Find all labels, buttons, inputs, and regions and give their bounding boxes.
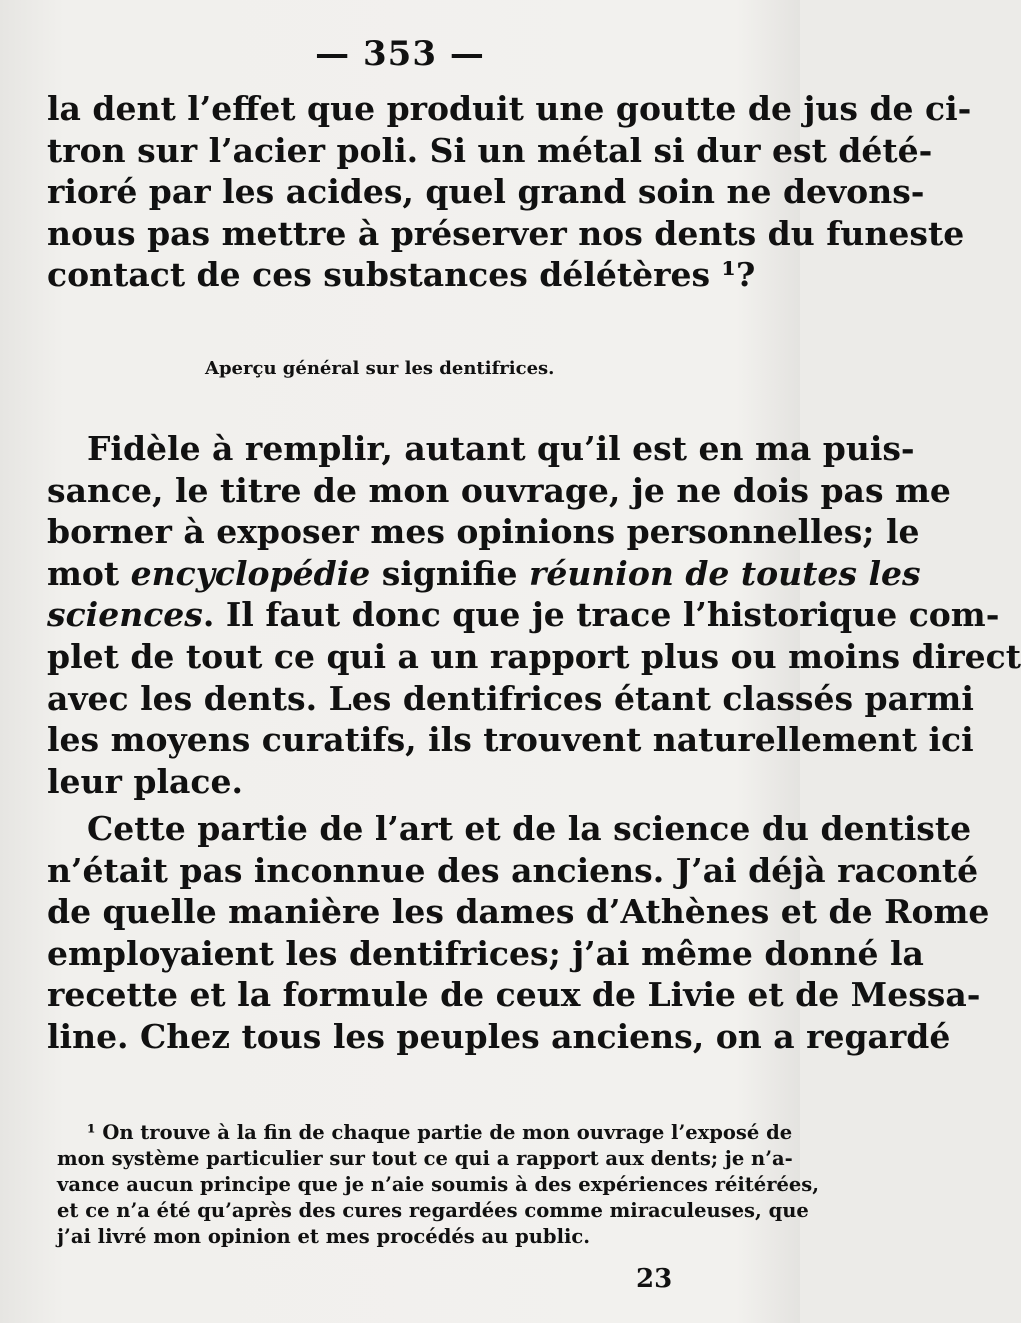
- text-line: recette et la formule de ceux de Livie et de Messa-: [47, 975, 981, 1015]
- paragraph-2: [47, 428, 1021, 802]
- text-line: employaient les dentifrices; j’ai même donné la: [47, 933, 924, 973]
- footnote-line: j’ai livré mon opinion et mes procédés au public.: [57, 1225, 591, 1248]
- footnote-line: vance aucun principe que je n’aie soumis à des expériences réitérées,: [57, 1173, 820, 1196]
- paragraph-top: [47, 88, 972, 296]
- footnote-line: ¹ On trouve à la fin de chaque partie de mon ouvrage l’exposé de: [87, 1121, 793, 1144]
- page-number: — 353 —: [315, 34, 485, 74]
- text-line: Cette partie de l’art et de la science du dentiste: [87, 809, 972, 848]
- text-line: line. Chez tous les peuples anciens, on a regardé: [47, 1016, 951, 1056]
- text-run: mot: [47, 553, 131, 593]
- italic-term: encyclopédie: [130, 553, 371, 593]
- text-run: . Il faut donc que je trace l’historique com-: [202, 595, 1000, 635]
- signature-mark: 23: [636, 1264, 673, 1294]
- section-heading: Aperçu général sur les dentifrices.: [205, 358, 555, 379]
- text-line: borner à exposer mes opinions personnelles; le: [47, 512, 920, 552]
- italic-term: sciences: [47, 595, 203, 635]
- text-line: [47, 553, 921, 595]
- text-line: [47, 594, 1000, 636]
- footnote: [57, 1120, 820, 1250]
- footnote-line: et ce n’a été qu’après des cures regardées comme miraculeuses, que: [57, 1199, 809, 1222]
- text-line: Fidèle à remplir, autant qu’il est en ma puis-: [87, 429, 915, 468]
- text-line: rioré par les acides, quel grand soin ne devons-: [47, 172, 925, 212]
- text-line: n’était pas inconnue des anciens. J’ai déjà raconté: [47, 850, 979, 890]
- text-line: nous pas mettre à préserver nos dents du funeste: [47, 213, 965, 253]
- text-run: signifie: [370, 553, 529, 593]
- italic-term: réunion de toutes les: [528, 553, 921, 593]
- text-line: la dent l’effet que produit une goutte de jus de ci-: [47, 89, 972, 128]
- text-line: les moyens curatifs, ils trouvent naturellement ici: [47, 720, 974, 760]
- text-line: sance, le titre de mon ouvrage, je ne dois pas me: [47, 470, 951, 510]
- text-line: tron sur l’acier poli. Si un métal si dur est dété-: [47, 130, 933, 170]
- text-line: de quelle manière les dames d’Athènes et de Rome: [47, 892, 990, 932]
- text-line: leur place.: [47, 761, 243, 801]
- footnote-line: mon système particulier sur tout ce qui a rapport aux dents; je n’a-: [57, 1147, 793, 1170]
- text-line: plet de tout ce qui a un rapport plus ou moins direct: [47, 636, 1021, 676]
- text-line: avec les dents. Les dentifrices étant classés parmi: [47, 678, 974, 718]
- text-line: contact de ces substances délétères ¹?: [47, 255, 756, 295]
- paragraph-3: [47, 808, 990, 1058]
